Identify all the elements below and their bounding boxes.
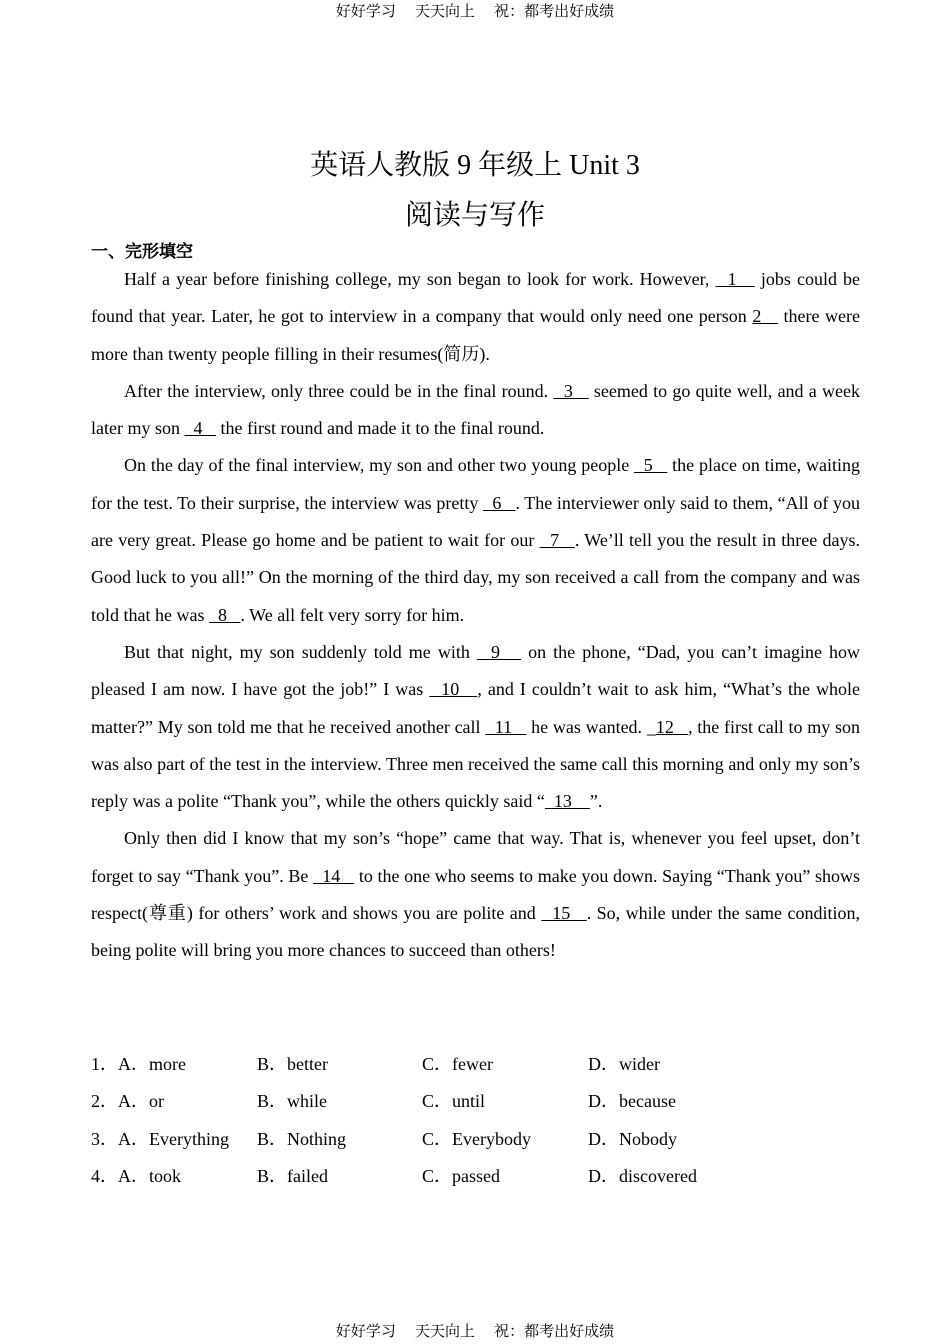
question-3-options bbox=[91, 1121, 860, 1158]
document-title: 英语人教版 9 年级上 Unit 3 bbox=[310, 150, 640, 181]
blank-11: 11 bbox=[485, 716, 527, 737]
page-footer: 好好学习 天天向上 祝：都考出好成绩 bbox=[335, 1322, 615, 1340]
blank-13: 13 bbox=[544, 791, 590, 812]
option-a: 4．A．took bbox=[91, 1165, 181, 1186]
blank-6: 6 bbox=[483, 492, 516, 513]
blank-1: 1 bbox=[715, 269, 755, 289]
option-b: B．while bbox=[257, 1091, 327, 1112]
option-c: C．passed bbox=[422, 1165, 500, 1186]
option-d: D．discovered bbox=[588, 1165, 697, 1186]
option-a: 3．A．Everything bbox=[91, 1128, 229, 1149]
paragraph-2: After the interview, only three could be in the final round. 3 seemed to go quite well, and a week later my son 4 the first round and made it to the final round. bbox=[91, 380, 861, 439]
question-1-options bbox=[91, 1046, 860, 1083]
paragraph-3: On the day of the final interview, my son and other two young people 5 the place on time, waiting for the test. To their surprise, the interview was pretty 6 . The interviewer only said to them, “All of you are very great. Please go home and be patient to wait for our 7 . We’ll tell you the result in three days. Good luck to you all!” On the morning of the third day, my son received a call from the company and was told that he was 8 . We all felt very sorry for him. bbox=[91, 455, 861, 625]
document-subtitle: 阅读与写作 bbox=[404, 200, 545, 231]
answer-options bbox=[91, 1046, 860, 1195]
question-2-options bbox=[91, 1083, 860, 1120]
option-d: D．because bbox=[588, 1091, 676, 1112]
option-a: 2．A．or bbox=[91, 1091, 164, 1112]
blank-7: 7 bbox=[539, 530, 575, 551]
blank-15: 15 bbox=[541, 903, 587, 924]
question-4-options bbox=[91, 1158, 860, 1195]
paragraph-1: Half a year before finishing college, my son began to look for work. However, 1 jobs could be found that year. Later, he got to interview in a company that would only need one person 2 there were more than twenty people filling in their resumes(简历). bbox=[91, 269, 861, 364]
option-b: B．Nothing bbox=[257, 1128, 347, 1149]
blank-14: 14 bbox=[312, 865, 355, 886]
blank-10: 10 bbox=[429, 679, 478, 700]
blank-5: 5 bbox=[634, 455, 668, 476]
paragraph-4: But that night, my son suddenly told me with 9 on the phone, “Dad, you can’t imagine how pleased I am now. I have got the job!” I was 10 , and I couldn’t wait to ask him, “What’s the whole matter?” My son told me that he received another call 11 he was wanted. _12 , the first call to my son was also part of the test in the interview. Three men received the same call this morning and only my son’s reply was a polite “Thank you”, while the others quickly said “ 13 ”. bbox=[91, 641, 861, 812]
option-b: B．failed bbox=[257, 1165, 328, 1186]
blank-3: 3 bbox=[553, 380, 589, 401]
option-c: C．fewer bbox=[422, 1054, 493, 1074]
option-a: 1．A．more bbox=[91, 1054, 186, 1074]
page-header: 好好学习 天天向上 祝：都考出好成绩 bbox=[335, 2, 615, 20]
paragraph-5: Only then did I know that my son’s “hope” came that way. That is, whenever you feel upset, don’t forget to say “Thank you”. Be 14 to the one who seems to make you down. Saying “Thank you” shows respect(尊重) for others’ work and shows you are polite and 15 . So, while under the same condition, being polite will bring you more chances to succeed than others! bbox=[91, 828, 861, 961]
blank-4: 4 bbox=[184, 418, 216, 439]
blank-2: 2 bbox=[752, 306, 778, 327]
blank-9: 9 bbox=[476, 641, 522, 662]
section-heading: 一、完形填空 bbox=[91, 242, 193, 262]
option-d: D．wider bbox=[588, 1054, 660, 1074]
option-c: C．until bbox=[422, 1091, 486, 1112]
cloze-passage bbox=[91, 261, 860, 970]
blank-12-lead: _ bbox=[646, 716, 656, 737]
blank-12: 12 bbox=[655, 716, 689, 737]
blank-8: 8 bbox=[208, 604, 241, 625]
option-c: C．Everybody bbox=[422, 1128, 531, 1149]
option-d: D．Nobody bbox=[588, 1128, 677, 1149]
option-b: B．better bbox=[257, 1054, 328, 1074]
